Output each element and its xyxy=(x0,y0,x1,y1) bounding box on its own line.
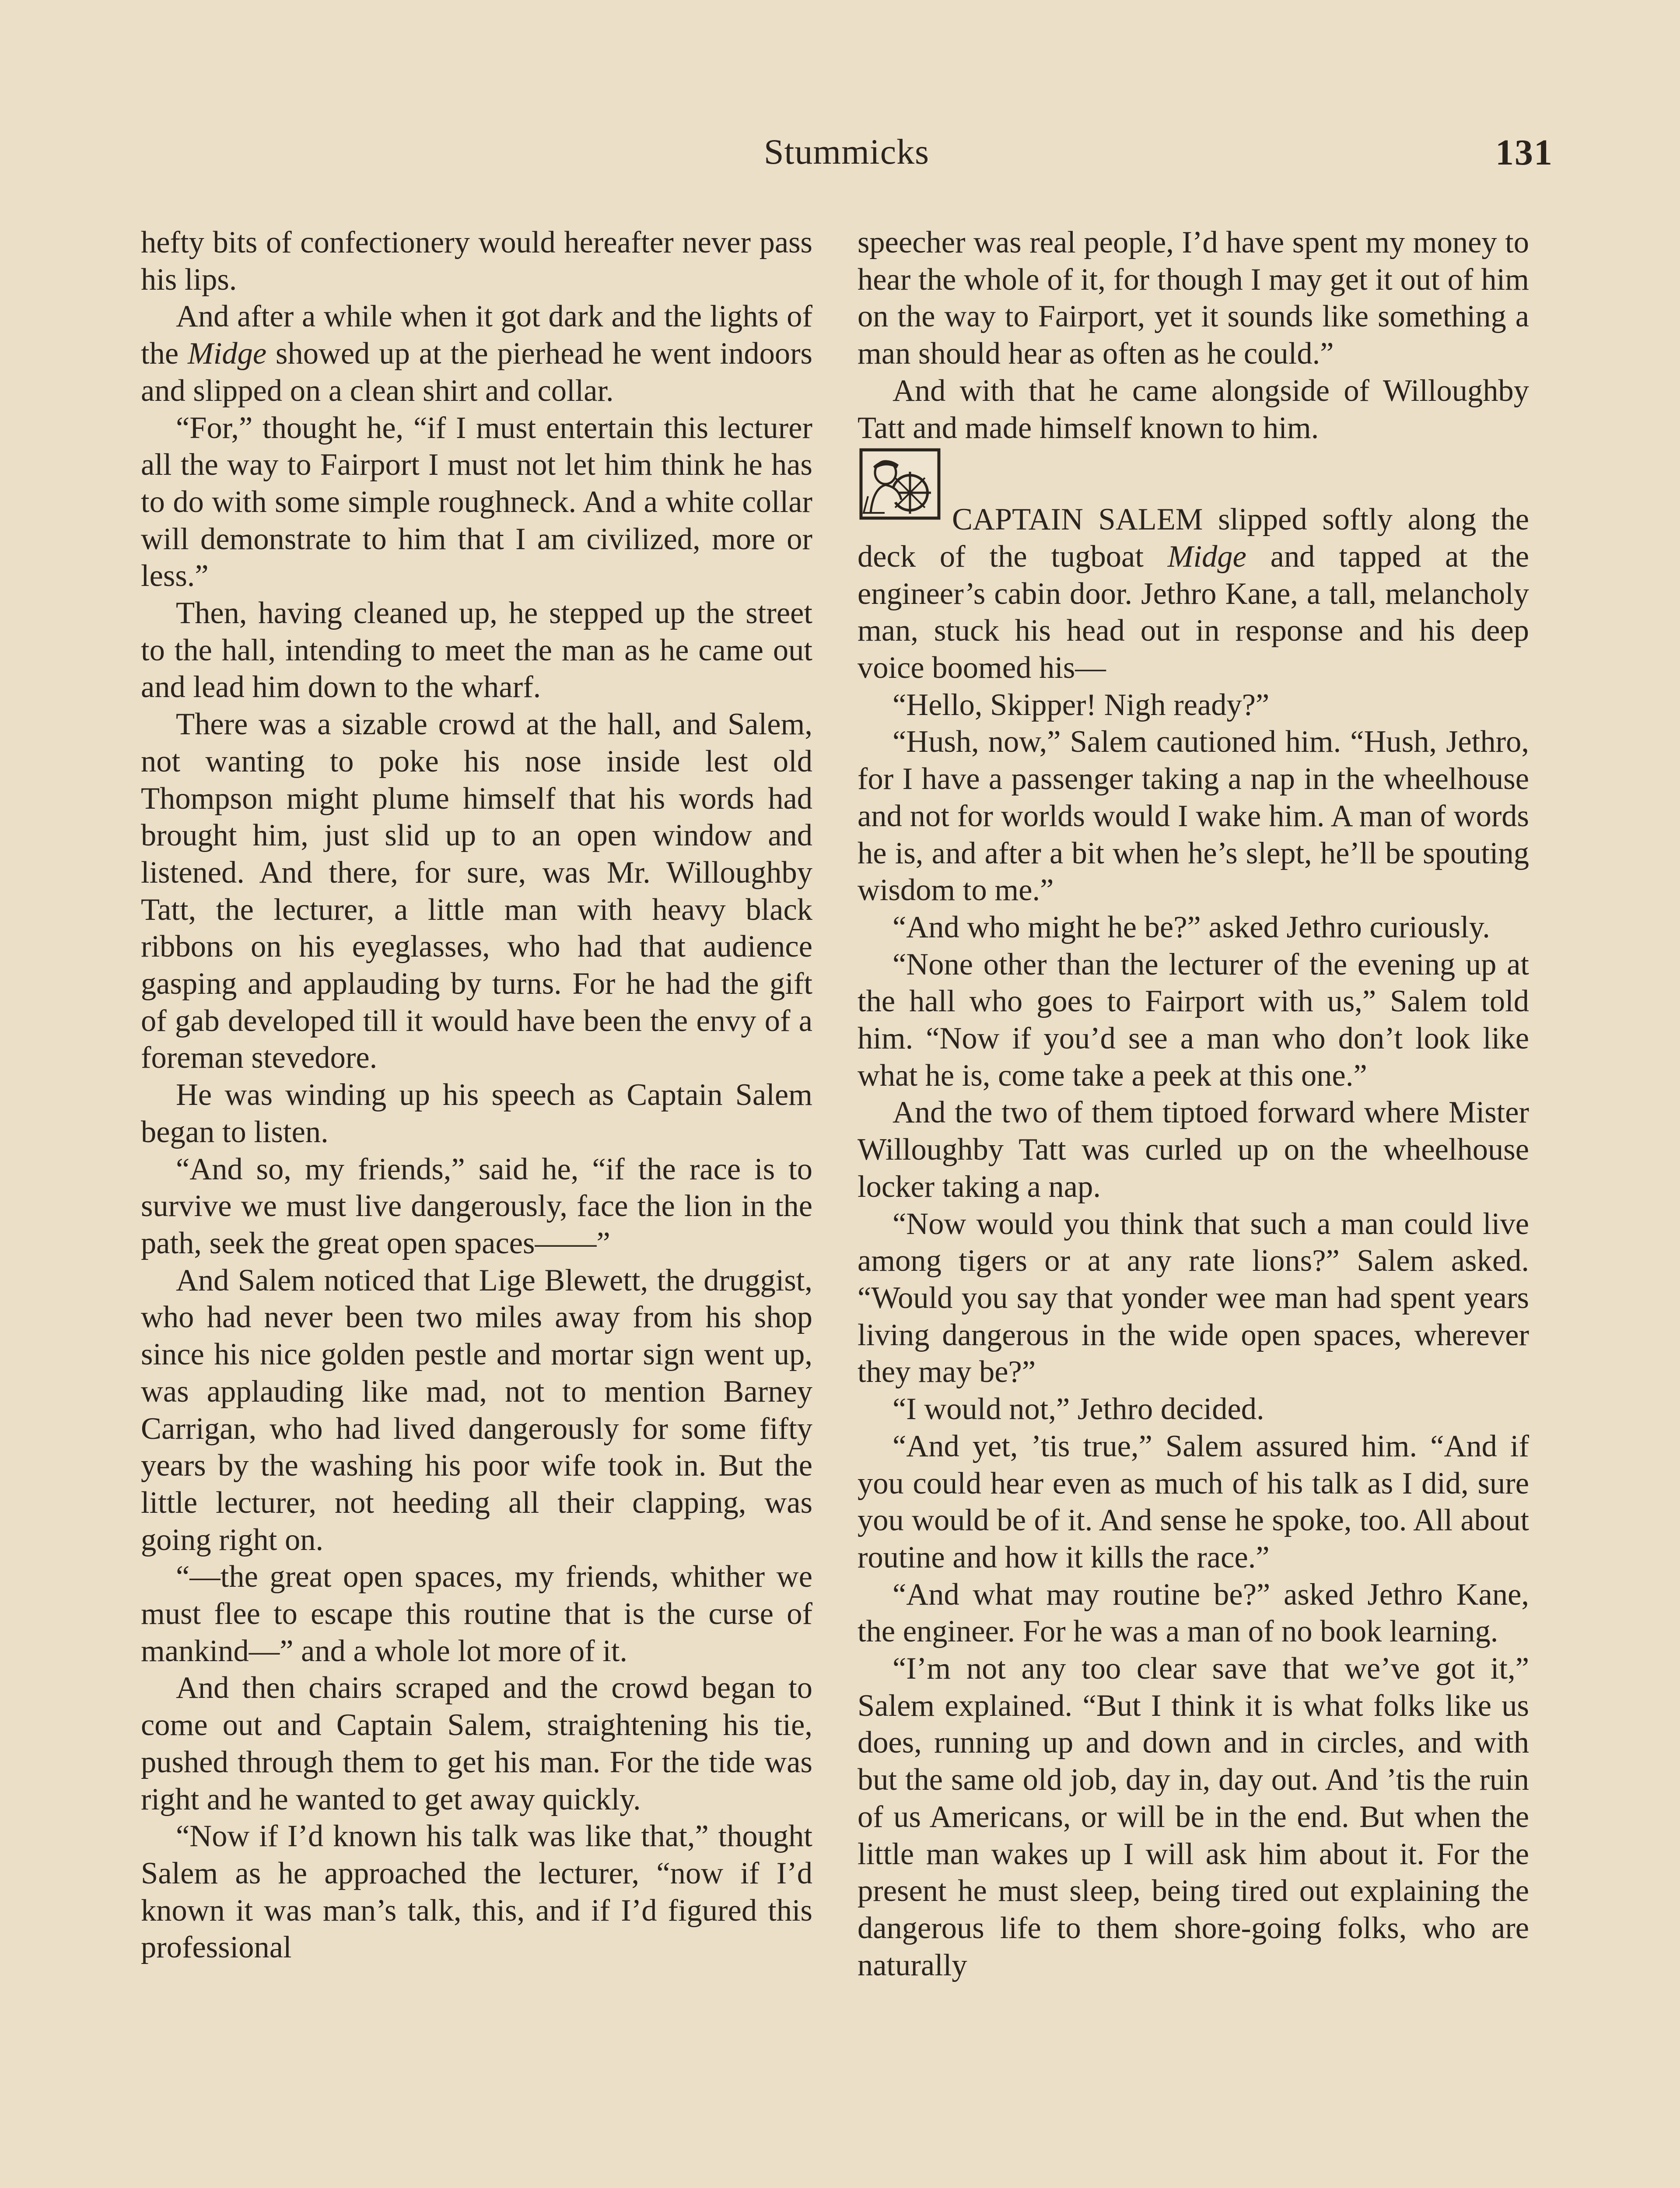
paragraph: “I’m not any too clear save that we’ve got it,” Salem explained. “But I think it is what folks like us does, running up and down and in circles, and with but the same old job, day in, day out. And ’tis the ruin of us Americans, or will be in the end. But when the little man wakes up I will ask him about it. For the present he must sleep, being tired out explaining the dangerous life to them shore-going folks, who are naturally xyxy=(858,1652,1529,1982)
paragraph: “And so, my friends,” said he, “if the race is to survive we must live dangerously, face the lion in the path, seek the great open spaces——” xyxy=(141,1152,812,1260)
running-header xyxy=(140,131,1553,179)
paragraph: “—the great open spaces, my friends, whither we must flee to escape this routine that is the curse of mankind—” and a whole lot more of it. xyxy=(141,1560,812,1668)
page-number: 131 xyxy=(1495,132,1553,173)
paragraph: “Now would you think that such a man could live among tigers or at any rate lions?” Salem asked. “Would you say that yonder wee man had spent years living dangerous in the wide open spaces, wherever they may be?” xyxy=(858,1206,1529,1389)
paragraph: He was winding up his speech as Captain Salem began to listen. xyxy=(141,1078,812,1149)
paragraph: “And what may routine be?” asked Jethro Kane, the engineer. For he was a man of no book learning. xyxy=(858,1577,1529,1649)
paragraph: And Salem noticed that Lige Blewett, the druggist, who had never been two miles away from his shop since his nice golden pestle and mortar sign went up, was applauding like mad, not to mention Barney Carrigan, who had lived dangerously for some fifty years by the washing his poor wife took in. But the little lecturer, not heeding all their clapping, was going right on. xyxy=(141,1263,812,1557)
paragraph: And the two of them tiptoed forward where Mister Willoughby Tatt was curled up on the wheelhouse locker taking a nap. xyxy=(858,1095,1529,1204)
paragraph: hefty bits of confectionery would hereafter never pass his lips. xyxy=(141,225,812,297)
paragraph: CAPTAIN SALEM slipped softly along the deck of the tugboat Midge and tapped at the engineer’s cabin door. Jethro Kane, a tall, melancholy man, stuck his head out in response and his deep voice boomed his— xyxy=(858,502,1530,685)
paragraph: And with that he came alongside of Willoughby Tatt and made himself known to him. xyxy=(858,373,1529,445)
paragraph: “Hello, Skipper! Nigh ready?” xyxy=(892,687,1270,722)
paragraph: “And yet, ’tis true,” Salem assured him. “And if you could hear even as much of his talk as I did, sure you would be of it. And sense he spoke, too. All about routine and how it kills the race.” xyxy=(858,1429,1529,1574)
paragraph: And then chairs scraped and the crowd began to come out and Captain Salem, straightening his tie, pushed through them to get his man. For the tide was right and he wanted to get away quickly. xyxy=(141,1671,812,1816)
paragraph: “Hush, now,” Salem cautioned him. “Hush, Jethro, for I have a passenger taking a nap in the wheelhouse and not for worlds would I wake him. A man of words he is, and after a bit when he’s slept, he’ll be spouting wisdom to me.” xyxy=(858,725,1529,908)
paragraph: Then, having cleaned up, he stepped up the street to the hall, intending to meet the man as he came out and lead him down to the wharf. xyxy=(141,596,812,705)
paragraph: “And who might he be?” asked Jethro curiously. xyxy=(892,910,1490,944)
paragraph: “I would not,” Jethro decided. xyxy=(892,1392,1264,1427)
paragraph: speecher was real people, I’d have spent my money to hear the whole of it, for though I may get it out of him on the way to Fairport, yet it sounds like something a man should hear as often as he could.” xyxy=(858,225,1529,371)
captain-at-wheel-icon xyxy=(858,447,942,521)
paragraph: “For,” thought he, “if I must entertain this lecturer all the way to Fairport I must not let him think he has to do with some simple roughneck. And a white collar will demonstrate to him that I am civilized, more or less.” xyxy=(141,410,812,593)
paragraph: “Now if I’d known his talk was like that,” thought Salem as he approached the lecturer, “now if I’d known it was man’s talk, this, and if I’d figured this professional xyxy=(141,1819,812,1965)
left-column xyxy=(141,224,812,1966)
paragraph: There was a sizable crowd at the hall, and Salem, not wanting to poke his nose inside lest old Thompson might plume himself that his words had brought him, just slid up to an open window and listened. And there, for sure, was Mr. Willoughby Tatt, the lecturer, a little man with heavy black ribbons on his eyeglasses, who had that audience gasping and applauding by turns. For he had the gift of gab developed till it would have been the envy of a foreman stevedore. xyxy=(141,707,812,1075)
running-title: Stummicks xyxy=(763,132,930,172)
paragraph: And after a while when it got dark and the lights of the Midge showed up at the pierhead he went indoors and slipped on a clean shirt and collar. xyxy=(141,299,812,408)
right-column xyxy=(858,224,1529,1984)
paragraph: “None other than the lecturer of the evening up at the hall who goes to Fairport with us,” Salem told him. “Now if you’d see a man who don’t look like what he is, come take a peek at this one.” xyxy=(858,947,1529,1093)
